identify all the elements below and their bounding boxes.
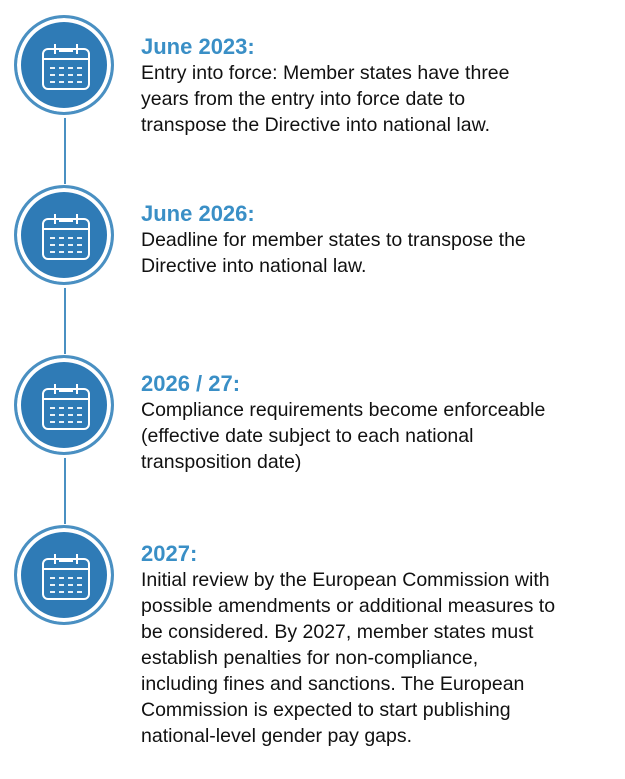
milestone-text (141, 541, 611, 749)
milestone-description (141, 567, 611, 749)
milestone-description (141, 227, 611, 279)
description-line: transpose the Directive into national law. (141, 114, 491, 136)
milestone-text (141, 34, 611, 138)
description-line: Entry into force: Member states have three (141, 62, 510, 84)
description-line: years from the entry into force date to (141, 88, 466, 110)
calendar-icon (14, 355, 114, 455)
description-line: establish penalties for non-compliance, (141, 647, 479, 669)
description-line: (effective date subject to each national (141, 425, 474, 447)
milestone-icon-wrap (13, 14, 117, 118)
milestone-icon-wrap (13, 524, 117, 628)
description-line: national-level gender pay gaps. (141, 725, 413, 747)
description-line: Initial review by the European Commission with (141, 569, 550, 591)
calendar-icon (14, 525, 114, 625)
milestone-text (141, 201, 611, 279)
milestone-text (141, 371, 611, 475)
milestone-date: June 2023: (141, 34, 255, 59)
milestone-date: 2027: (141, 541, 198, 566)
description-line: Commission is expected to start publishing (141, 699, 511, 721)
milestone-date: June 2026: (141, 201, 255, 226)
milestone-icon-wrap (13, 354, 117, 458)
description-line: Compliance requirements become enforceable (141, 399, 546, 421)
milestone-description (141, 60, 611, 138)
milestone-date: 2026 / 27: (141, 371, 241, 396)
calendar-icon (14, 185, 114, 285)
description-line: be considered. By 2027, member states must (141, 621, 534, 643)
description-line: Directive into national law. (141, 255, 367, 277)
description-line: possible amendments or additional measures to (141, 595, 556, 617)
timeline-connector-line (64, 70, 66, 585)
milestone-description (141, 397, 611, 475)
calendar-icon (14, 15, 114, 115)
milestone-icon-wrap (13, 184, 117, 288)
description-line: transposition date) (141, 451, 302, 473)
description-line: Deadline for member states to transpose the (141, 229, 526, 251)
description-line: including fines and sanctions. The European (141, 673, 525, 695)
